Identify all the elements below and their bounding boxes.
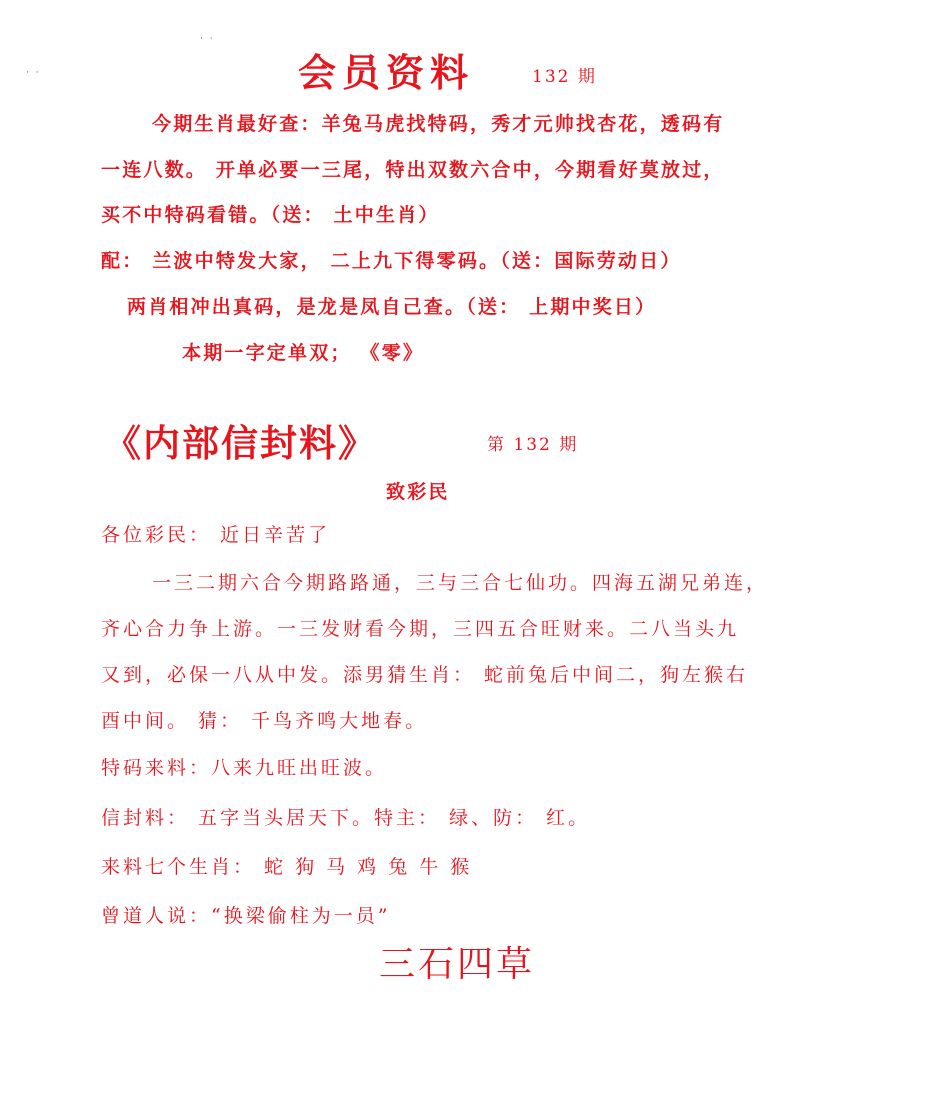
page-title: 会员资料 — [298, 50, 475, 95]
text-line: 配： 兰波中特发大家， 二上九下得零码。（送：国际劳动日） — [101, 250, 682, 272]
scan-speck-left: · · — [26, 68, 41, 78]
text-line: 信封料： 五字当头居天下。特主： 绿、防： 红。 — [101, 807, 591, 829]
text-line: 买不中特码看错。（送： 土中生肖） — [101, 204, 440, 226]
text-line: 两肖相冲出真码，是龙是凤自己查。（送： 上期中奖日） — [127, 296, 657, 318]
scan-speck-top: · · — [200, 34, 215, 44]
text-line: 本期一字定单双； 《零》 — [182, 342, 425, 364]
text-line: 齐心合力争上游。一三发财看今期，三四五合旺财来。二八当头九 — [101, 618, 740, 640]
text-line: 一三二期六合今期路路通，三与三合七仙功。四海五湖兄弟连， — [152, 572, 769, 594]
section-title: 《内部信封料》 — [104, 421, 377, 465]
text-line: 特码来料：八来九旺出旺波。 — [101, 757, 388, 779]
issue-number: 132 期 — [532, 67, 597, 87]
text-line: 酉中间。 猜： 千鸟齐鸣大地春。 — [101, 710, 428, 732]
text-line: 一连八数。 开单必要一三尾，特出双数六合中，今期看好莫放过， — [101, 159, 725, 181]
closing-phrase: 三石四草 — [379, 944, 536, 985]
text-line: 今期生肖最好查：羊兔马虎找特码，秀才元帅找杏花，透码有 — [152, 113, 725, 135]
text-line: 来料七个生肖： 蛇 狗 马 鸡 兔 牛 猴 — [101, 856, 473, 878]
section-issue-number: 第 132 期 — [487, 435, 579, 455]
text-line: 曾道人说：“换梁偷柱为一员” — [101, 905, 391, 927]
salutation: 各位彩民： 近日辛苦了 — [101, 524, 331, 546]
greeting: 致彩民 — [386, 481, 450, 503]
text-line: 又到，必保一八从中发。添男猜生肖： 蛇前兔后中间二，狗左猴右 — [101, 664, 749, 686]
